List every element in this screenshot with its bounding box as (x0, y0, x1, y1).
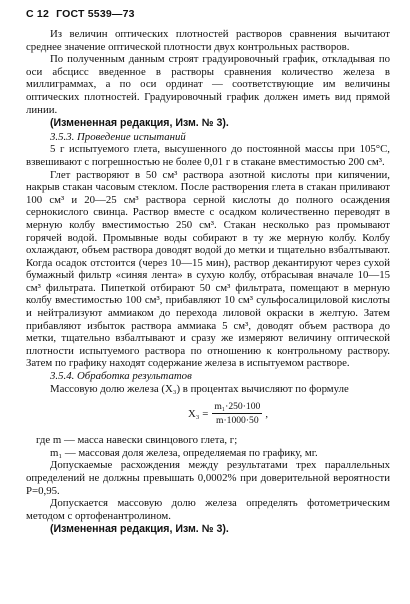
paragraph: Допускаемые расхождения между результатами трех параллельных определений не должны превышать 0,0002% при доверительной вероятности P=0,95. (26, 459, 390, 497)
formula-lhs: X₃ = (187, 407, 209, 420)
amendment-note: (Измененная редакция, Изм. № 3). (50, 117, 229, 130)
formula-numerator: m₁·250·100 (214, 401, 261, 413)
formula (66, 401, 390, 426)
formula-denominator: m·1000·50 (216, 415, 259, 427)
amendment-note: (Измененная редакция, Изм. № 3). (50, 523, 229, 536)
paragraph: Из величин оптических плотностей растворов сравнения вычитают среднее значение оптической плотности двух контрольных растворов. (26, 28, 390, 53)
section-heading: 3.5.4. Обработка результатов (50, 370, 192, 383)
page-header (26, 8, 390, 20)
section-heading: 3.5.3. Проведение испытаний (50, 130, 186, 143)
paragraph: Массовую долю железа (X₃) в процентах вычисляют по формуле (50, 382, 349, 395)
page-number: С 12 (26, 8, 49, 20)
paragraph: 5 г испытуемого глета, высушенного до постоянной массы при 105°С, взвешивают с погрешностью не более 0,01 г в стакане вместимостью 200 см³. (26, 143, 390, 168)
definition: m₁ — массовая доля железа, определяемая по графику, мг. (50, 446, 318, 459)
formula-tail: , (265, 407, 269, 420)
paragraph: По полученным данным строят градуировочный график, откладывая по оси абсцисс введенное в растворы сравнения количество железа в миллиграммах, а по оси ординат — соответствующие им величины оптических плотностей. Градуировочный график должен иметь вид прямой линии. (26, 53, 390, 116)
paragraph: Глет растворяют в 50 см³ раствора азотной кислоты при кипячении, накрыв стакан часовым стеклом. После растворения глета в стакан приливают 100 см³ и 20—25 см³ раствора серной кислоты до полного осаждения сернокислого свинца. Раствор вместе с осадком количественно переводят в мерную колбу вместимостью 250 см³. Стакан несколько раз промывают горячей водой. Промывные воды собирают в ту же мерную колбу. Колбу охлаждают, объем раствора доводят водой до метки и тщательно взбалтывают. Когда осадок отстоится (через 10—15 мин), раствор декантируют через сухой бумажный фильтр «синяя лента» в сухую колбу, отбрасывая вначале 10—15 см³ фильтрата. Пипеткой отбирают 50 см³ фильтрата, помещают в мерную колбу вместимостью 100 см³, прибавляют 10 см³ сульфосалициловой кислоты и нейтрализуют аммиаком до перехода лиловой окраски в желтую. Затем прибавляют избыток раствора аммиака 5 см³, доводят объем раствора до метки, тщательно взбалтывают и сразу же измеряют величину оптической плотности испытуемого раствора по отношению к контрольному раствору. Затем по графику находят содержание железа в испытуемом растворе. (26, 168, 390, 370)
standard-code: ГОСТ 5539—73 (56, 8, 135, 20)
definition: где m — масса навески свинцового глета, г; (36, 434, 238, 447)
formula-fraction (212, 401, 262, 426)
paragraph: Допускается массовую долю железа определять фотометрическим методом с ортофенантролином. (26, 497, 390, 522)
